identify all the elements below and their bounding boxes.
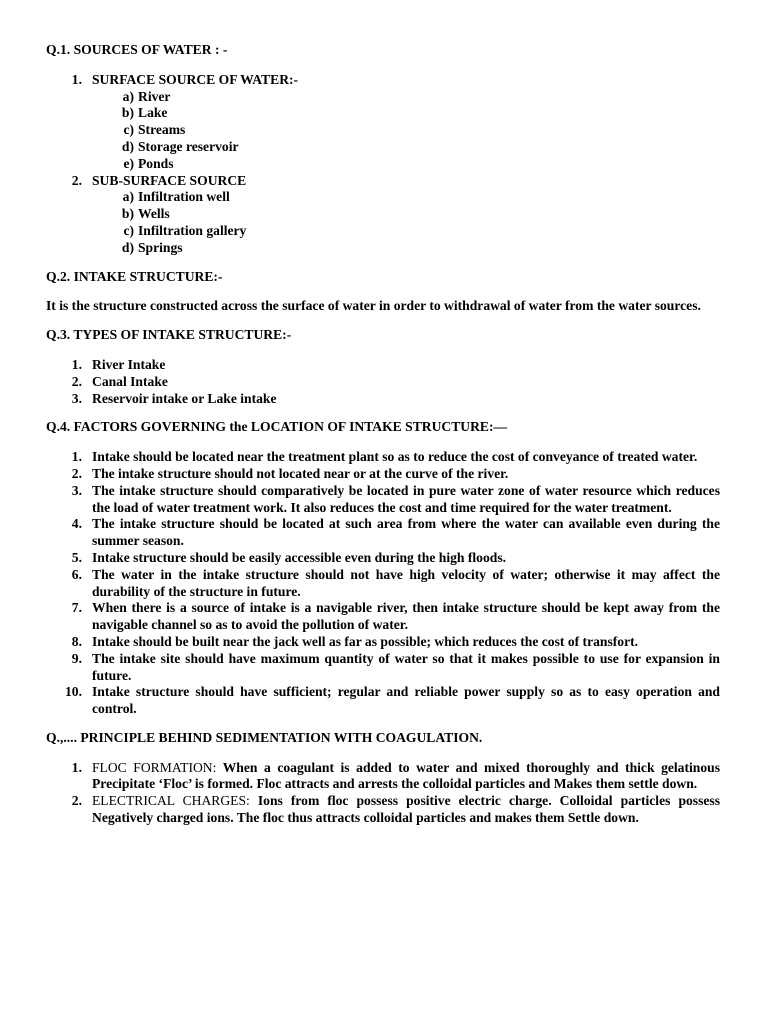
list-item-text: The intake structure should not located near or at the curve of the river. — [92, 465, 509, 481]
list-item-term: FLOC FORMATION: — [92, 759, 217, 775]
section-q2 — [46, 269, 720, 316]
list-item-text: River Intake — [92, 356, 166, 372]
spacer — [46, 315, 720, 327]
list-number: 6. — [71, 566, 82, 582]
list-number: 1. — [71, 759, 82, 775]
list-number: 7. — [71, 600, 82, 616]
list-item-text: When a coagulant is added to water and mixed thoroughly and thick gelatinous Precipitate ‘Floc’ is formed. Floc attracts and arrests the colloidal particles and Makes them settle down. — [92, 759, 720, 792]
section-q1 — [46, 42, 720, 257]
list-item — [46, 516, 720, 550]
heading-q5: Q.,.... PRINCIPLE BEHIND SEDIMENTATION WITH COAGULATION. — [46, 729, 483, 745]
list-item — [46, 173, 720, 257]
list-item-text: When there is a source of intake is a navigable river, then intake structure should be kept away from the navigable channel so as to avoid the pollution of water. — [92, 600, 720, 633]
sublist-item — [114, 139, 720, 156]
document-page — [46, 42, 720, 827]
list-location-factors — [46, 449, 720, 718]
list-item-label: SURFACE SOURCE OF WATER:- — [92, 71, 299, 87]
spacer — [46, 285, 720, 298]
list-number: 4. — [71, 516, 82, 532]
sublist-subsurface-sources — [114, 189, 720, 256]
list-sedimentation-principles — [46, 760, 720, 827]
sublist-text: Wells — [138, 206, 170, 222]
list-item — [46, 684, 720, 718]
heading-q4: Q.4. FACTORS GOVERNING the LOCATION OF INTAKE STRUCTURE:— — [46, 419, 508, 435]
list-item — [46, 760, 720, 794]
sublist-text: Ponds — [138, 155, 174, 171]
sublist-item — [114, 156, 720, 173]
heading-q2: Q.2. INTAKE STRUCTURE:- — [46, 268, 223, 284]
list-number: 9. — [71, 650, 82, 666]
sublist-letter: b) — [121, 105, 134, 121]
sublist-letter: c) — [123, 222, 134, 238]
sublist-letter: d) — [121, 138, 134, 154]
list-number: 2. — [71, 465, 82, 481]
section-q5 — [46, 730, 720, 827]
sublist-letter: a) — [122, 88, 134, 104]
list-item-text: Intake structure should be easily accessible even during the high floods. — [92, 549, 507, 565]
spacer — [46, 257, 720, 269]
spacer — [46, 344, 720, 357]
paragraph-intake-definition: It is the structure constructed across the surface of water in order to withdrawal of water from the water sources. — [46, 298, 701, 314]
spacer — [46, 407, 720, 419]
list-item-text: Reservoir intake or Lake intake — [92, 390, 277, 406]
section-q3 — [46, 327, 720, 407]
sublist-surface-sources — [114, 89, 720, 173]
list-number: 5. — [71, 549, 82, 565]
sublist-letter: a) — [122, 189, 134, 205]
list-item — [46, 600, 720, 634]
list-item — [46, 651, 720, 685]
list-number: 1. — [71, 449, 82, 465]
section-q4 — [46, 419, 720, 718]
sublist-text: Storage reservoir — [138, 138, 239, 154]
list-item — [46, 483, 720, 517]
list-item-text: Ions from floc possess positive electric charge. Colloidal particles possess Negatively charged ions. The floc thus attracts colloidal particles and makes them Settle down. — [92, 793, 720, 826]
list-number: 8. — [71, 633, 82, 649]
sublist-text: Springs — [138, 239, 183, 255]
sublist-letter: e) — [123, 155, 134, 171]
list-item-term: ELECTRICAL CHARGES: — [92, 793, 250, 809]
list-water-sources — [46, 72, 720, 257]
list-item — [46, 567, 720, 601]
sublist-text: Lake — [138, 105, 168, 121]
list-number: 3. — [71, 390, 82, 406]
sublist-letter: d) — [121, 239, 134, 255]
list-item-text: Intake structure should have sufficient; regular and reliable power supply so as to easy operation and control. — [92, 684, 720, 717]
list-item — [46, 550, 720, 567]
list-intake-types — [46, 357, 720, 407]
sublist-item — [114, 189, 720, 206]
sublist-item — [114, 223, 720, 240]
sublist-text: River — [138, 88, 171, 104]
list-item-label: SUB-SURFACE SOURCE — [92, 172, 247, 188]
list-item — [46, 72, 720, 173]
sublist-letter: b) — [121, 206, 134, 222]
sublist-text: Infiltration gallery — [138, 222, 247, 238]
list-item — [46, 449, 720, 466]
list-item — [46, 634, 720, 651]
list-item-text: The intake site should have maximum quantity of water so that it makes possible to use for expansion in future. — [92, 650, 720, 683]
spacer — [46, 747, 720, 760]
list-number: 1. — [71, 71, 82, 87]
sublist-letter: c) — [123, 122, 134, 138]
heading-q3: Q.3. TYPES OF INTAKE STRUCTURE:- — [46, 327, 292, 343]
sublist-item — [114, 89, 720, 106]
list-number: 2. — [71, 172, 82, 188]
sublist-item — [114, 206, 720, 223]
list-number: 10. — [65, 684, 82, 700]
spacer — [46, 436, 720, 449]
list-item-text: The intake structure should comparatively be located in pure water zone of water resource which reduces the load of water treatment work. It also reduces the cost and time required for the water treatment. — [92, 482, 720, 515]
sublist-item — [114, 240, 720, 257]
list-item — [46, 357, 720, 374]
spacer — [46, 59, 720, 72]
sublist-text: Infiltration well — [138, 189, 230, 205]
list-number: 2. — [71, 793, 82, 809]
list-item-text: The intake structure should be located at such area from where the water can available even during the summer season. — [92, 516, 720, 549]
list-item-text: The water in the intake structure should not have high velocity of water; otherwise it may affect the durability of the structure in future. — [92, 566, 720, 599]
list-item — [46, 466, 720, 483]
sublist-item — [114, 122, 720, 139]
list-item-text: Intake should be located near the treatment plant so as to reduce the cost of conveyance of treated water. — [92, 449, 698, 465]
list-number: 2. — [71, 373, 82, 389]
list-item — [46, 391, 720, 408]
spacer — [46, 718, 720, 730]
sublist-text: Streams — [138, 122, 186, 138]
list-item — [46, 374, 720, 391]
list-item — [46, 793, 720, 827]
sublist-item — [114, 105, 720, 122]
list-number: 1. — [71, 356, 82, 372]
list-number: 3. — [71, 482, 82, 498]
list-item-text: Intake should be built near the jack well as far as possible; which reduces the cost of transfort. — [92, 633, 639, 649]
list-item-text: Canal Intake — [92, 373, 168, 389]
heading-q1: Q.1. SOURCES OF WATER : - — [46, 42, 228, 57]
